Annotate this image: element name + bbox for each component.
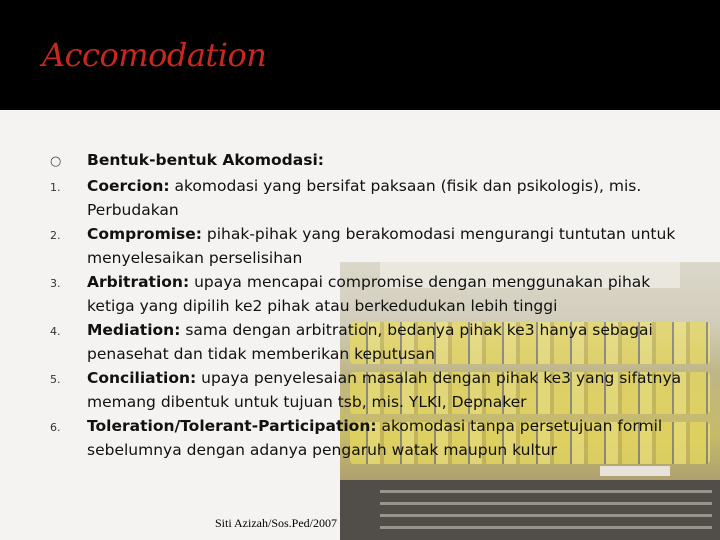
list-text <box>87 174 700 222</box>
list-item <box>50 222 700 270</box>
list-description: akomodasi yang bersifat paksaan (fisik dan psikologis), mis. Perbudakan <box>87 177 642 219</box>
footer-credit: Siti Azizah/Sos.Ped/2007 <box>215 516 338 530</box>
intro-text: Bentuk-bentuk Akomodasi: <box>87 151 324 169</box>
list-text <box>87 270 700 318</box>
list-description: sama dengan arbitration, bedanya pihak ke3 hanya sebagai penasehat dan tidak memberikan keputusan <box>87 321 653 363</box>
list-description: akomodasi tanpa persetujuan formil sebelumnya dengan adanya pengaruh watak maupun kultur <box>87 417 663 459</box>
list-item <box>50 414 700 462</box>
list-term: Conciliation: <box>87 369 197 387</box>
list-term: Toleration/Tolerant-Participation: <box>87 417 377 435</box>
list-number: 4. <box>50 325 61 338</box>
list-term: Arbitration: <box>87 273 190 291</box>
list-description: pihak-pihak yang berakomodasi mengurangi tuntutan untuk menyelesaikan perselisihan <box>87 225 676 267</box>
caption-line <box>380 514 712 517</box>
list-text <box>87 222 700 270</box>
list-number: 3. <box>50 277 61 290</box>
list-number: 2. <box>50 229 61 242</box>
list-text <box>87 366 700 414</box>
caption-line <box>380 526 712 529</box>
list-description: upaya mencapai compromise dengan menggunakan pihak ketiga yang dipilih ke2 pihak atau berkedudukan lebih tinggi <box>87 273 651 315</box>
caption-line <box>380 502 712 505</box>
photo-stamp <box>600 466 670 476</box>
list-item <box>50 270 700 318</box>
slide-title: Accomodation <box>42 36 267 74</box>
list-number: 1. <box>50 181 61 194</box>
list-item <box>50 318 700 366</box>
list-term: Coercion: <box>87 177 170 195</box>
list-text <box>87 414 700 462</box>
caption-line <box>380 490 712 493</box>
list-term: Compromise: <box>87 225 202 243</box>
intro-bullet <box>50 148 700 174</box>
list-item <box>50 174 700 222</box>
list-item <box>50 366 700 414</box>
hollow-circle-bullet-icon: ○ <box>50 154 62 169</box>
photo-caption-band <box>340 480 720 540</box>
slide-body <box>50 148 700 462</box>
list-text <box>87 318 700 366</box>
list-number: 5. <box>50 373 61 386</box>
list-number: 6. <box>50 421 61 434</box>
numbered-list <box>50 174 700 462</box>
list-description: upaya penyelesaian masalah dengan pihak ke3 yang sifatnya memang dibentuk untuk tujuan tsb, mis. YLKI, Depnaker <box>87 369 682 411</box>
list-term: Mediation: <box>87 321 181 339</box>
